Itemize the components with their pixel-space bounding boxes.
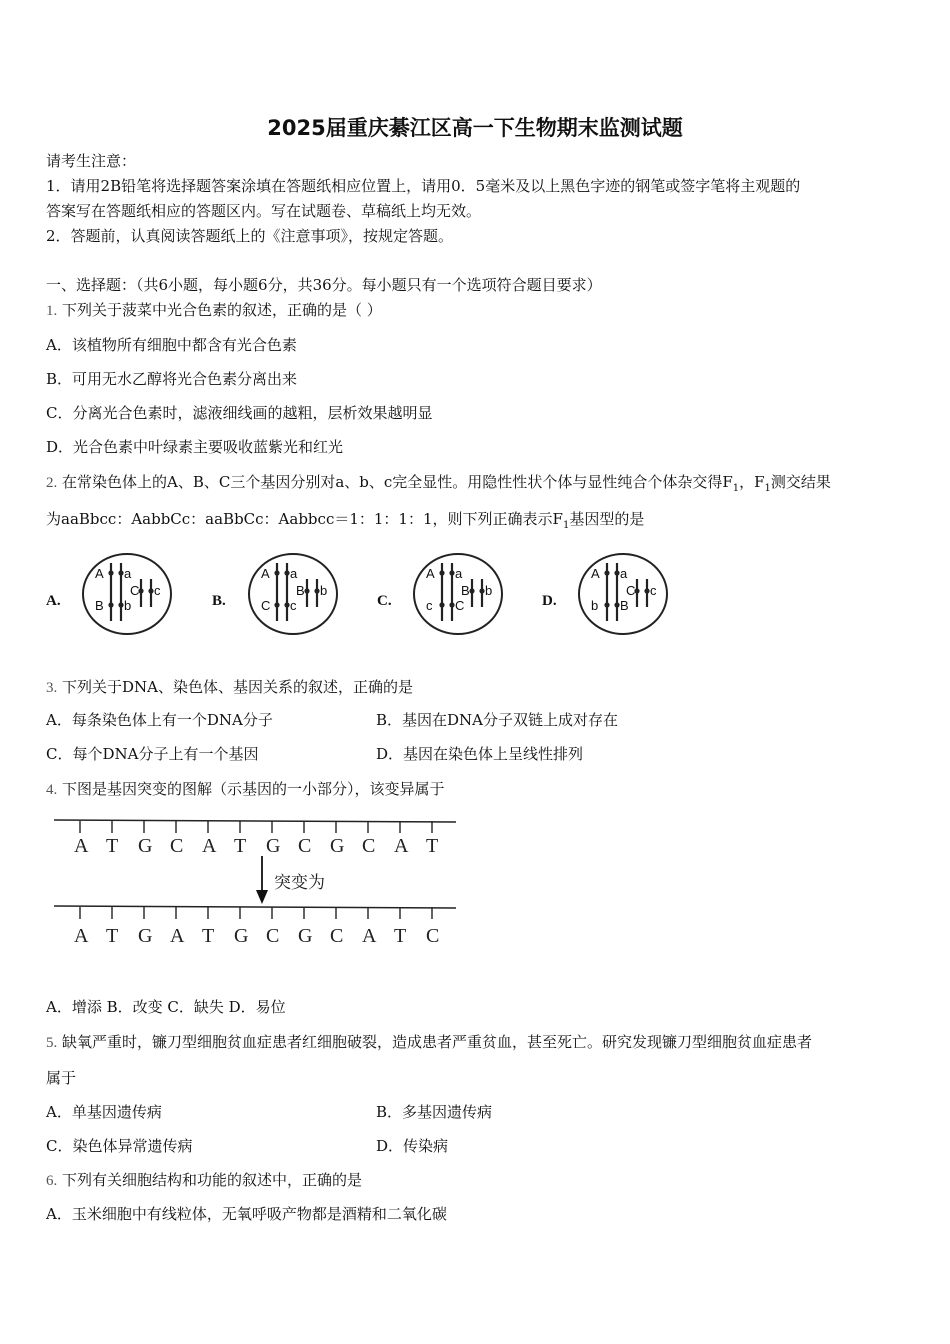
gene-locus — [304, 588, 309, 593]
q5-option-d: D．传染病 — [376, 1137, 449, 1155]
gene-label: c — [154, 583, 161, 598]
base-letter: T — [106, 835, 119, 857]
q6-option-a: A．玉米细胞中有线粒体，无氧呼吸产物都是酒精和二氧化碳 — [46, 1205, 447, 1223]
gene-label: b — [320, 583, 328, 598]
q4-options: A．增添 B．改变 C．缺失 D．易位 — [46, 998, 286, 1016]
gene-label: B — [461, 583, 470, 598]
gene-locus — [314, 588, 319, 593]
gene-locus — [614, 602, 619, 607]
question-number: 5. — [46, 1035, 58, 1051]
q2-option-label: A. — [46, 593, 61, 609]
question-1 — [46, 299, 382, 322]
gene-label: C — [455, 598, 465, 613]
gene-label: b — [485, 583, 493, 598]
gene-locus — [479, 588, 484, 593]
base-letter: A — [202, 835, 217, 857]
gene-label: c — [650, 583, 657, 598]
q5-option-a: A．单基因遗传病 — [46, 1103, 162, 1121]
question-stem: 下列关于DNA、染色体、基因关系的叙述，正确的是 — [62, 678, 414, 696]
base-letter: C — [298, 835, 312, 857]
gene-locus — [439, 602, 444, 607]
gene-label: a — [290, 566, 298, 581]
question-number: 2. — [46, 475, 58, 491]
gene-locus — [148, 588, 153, 593]
notice-heading: 请考生注意： — [46, 152, 137, 170]
q3-option-b: B．基因在DNA分子双链上成对存在 — [376, 711, 619, 729]
base-letter: T — [202, 925, 215, 947]
base-letter: G — [138, 835, 153, 857]
q2-option-label: C. — [377, 593, 392, 609]
gene-label: A — [95, 566, 104, 581]
base-letter: C — [266, 925, 280, 947]
gene-label: a — [124, 566, 132, 581]
notice-item-1-cont: 答案写在答题纸相应的答题区内。写在试题卷、草稿纸上均无效。 — [46, 202, 482, 220]
question-stem: 下列关于菠菜中光合色素的叙述，正确的是（ ） — [62, 301, 382, 319]
question-number: 1. — [46, 303, 58, 319]
question-4 — [46, 778, 445, 801]
q1-option-b: B．可用无水乙醇将光合色素分离出来 — [46, 370, 298, 388]
gene-label: a — [455, 566, 463, 581]
base-letter: G — [330, 835, 345, 857]
question-3 — [46, 676, 413, 699]
gene-locus — [284, 602, 289, 607]
gene-label: A — [591, 566, 600, 581]
gene-label: B — [620, 598, 629, 613]
question-stem: 下图是基因突变的图解（示基因的一小部分），该变异属于 — [62, 780, 445, 798]
gene-locus — [604, 602, 609, 607]
q2-option-label: D. — [542, 593, 557, 609]
gene-locus — [108, 602, 113, 607]
base-letter: A — [362, 925, 377, 947]
gene-locus — [274, 570, 279, 575]
gene-mutation-diagram — [46, 808, 466, 968]
question-5-line-1 — [46, 1031, 812, 1054]
notice-item-1: 1．请用2B铅笔将选择题答案涂填在答题纸相应位置上，请用0．5毫米及以上黑色字迹的钢笔或签字笔将主观题的 — [46, 177, 801, 195]
gene-locus — [449, 602, 454, 607]
gene-locus — [469, 588, 474, 593]
gene-locus — [449, 570, 454, 575]
q1-option-d: D．光合色素中叶绿素主要吸收蓝紫光和红光 — [46, 438, 344, 456]
q5-option-b: B．多基因遗传病 — [376, 1103, 493, 1121]
gene-label: B — [95, 598, 104, 613]
question-6 — [46, 1169, 362, 1192]
gene-locus — [284, 570, 289, 575]
gene-locus — [118, 570, 123, 575]
question-number: 4. — [46, 782, 58, 798]
question-number: 3. — [46, 680, 58, 696]
mutation-arrow-label: 突变为 — [274, 873, 325, 893]
q3-option-c: C．每个DNA分子上有一个基因 — [46, 745, 259, 763]
page-title: 2025届重庆綦江区高一下生物期末监测试题 — [267, 116, 683, 140]
q3-option-a: A．每条染色体上有一个DNA分子 — [46, 711, 273, 729]
gene-label: C — [130, 583, 140, 598]
question-2-line-2: 为aaBbcc：AabbCc：aaBbCc：Aabbcc＝1：1：1：1，则下列正确表示$F_1$基因型的是 — [46, 510, 645, 531]
gene-label: B — [296, 583, 305, 598]
base-letter: T — [234, 835, 247, 857]
base-letter: T — [426, 835, 439, 857]
gene-locus — [439, 570, 444, 575]
question-stem: 缺氧严重时，镰刀型细胞贫血症患者红细胞破裂，造成患者严重贫血，甚至死亡。研究发现镰刀型细胞贫血症患者 — [62, 1033, 813, 1051]
gene-label: A — [261, 566, 270, 581]
question-number: 6. — [46, 1173, 58, 1189]
gene-label: a — [620, 566, 628, 581]
section-heading: 一、选择题：（共6小题，每小题6分，共36分。每小题只有一个选项符合题目要求） — [46, 276, 602, 294]
base-letter: T — [394, 925, 407, 947]
cell-diagram — [575, 549, 671, 645]
gene-label: A — [426, 566, 435, 581]
base-letter: A — [74, 925, 89, 947]
q3-option-d: D．基因在染色体上呈线性排列 — [376, 745, 584, 763]
gene-locus — [644, 588, 649, 593]
base-letter: C — [170, 835, 184, 857]
question-stem: 在常染色体上的A、B、C三个基因分别对a、b、c完全显性。用隐性性状个体与显性纯合个体杂交得$F_1$，$F_1$测交结果 — [62, 473, 831, 494]
gene-label: b — [124, 598, 132, 613]
question-5-line-2: 属于 — [46, 1069, 77, 1087]
base-letter: A — [394, 835, 409, 857]
notice-item-2: 2．答题前，认真阅读答题纸上的《注意事项》，按规定答题。 — [46, 227, 454, 245]
gene-label: b — [591, 598, 599, 613]
base-letter: G — [138, 925, 153, 947]
gene-locus — [614, 570, 619, 575]
gene-locus — [118, 602, 123, 607]
question-2-line-1 — [46, 471, 831, 500]
cell-diagram — [79, 549, 175, 645]
gene-locus — [274, 602, 279, 607]
base-letter: A — [74, 835, 89, 857]
base-letter: C — [362, 835, 376, 857]
gene-locus — [108, 570, 113, 575]
base-letter: C — [330, 925, 344, 947]
q1-option-a: A．该植物所有细胞中都含有光合色素 — [46, 336, 297, 354]
q1-option-c: C．分离光合色素时，滤液细线画的越粗，层析效果越明显 — [46, 404, 433, 422]
gene-label: c — [426, 598, 433, 613]
question-stem: 下列有关细胞结构和功能的叙述中，正确的是 — [62, 1171, 363, 1189]
base-letter: C — [426, 925, 440, 947]
cell-diagram — [410, 549, 506, 645]
base-letter: G — [266, 835, 281, 857]
cell-diagram — [245, 549, 341, 645]
gene-label: C — [626, 583, 636, 598]
q5-option-c: C．染色体异常遗传病 — [46, 1137, 193, 1155]
gene-label: c — [290, 598, 297, 613]
base-letter: T — [106, 925, 119, 947]
q2-option-label: B. — [212, 593, 226, 609]
gene-locus — [604, 570, 609, 575]
base-letter: G — [298, 925, 313, 947]
gene-label: C — [261, 598, 271, 613]
base-letter: A — [170, 925, 185, 947]
base-letter: G — [234, 925, 249, 947]
